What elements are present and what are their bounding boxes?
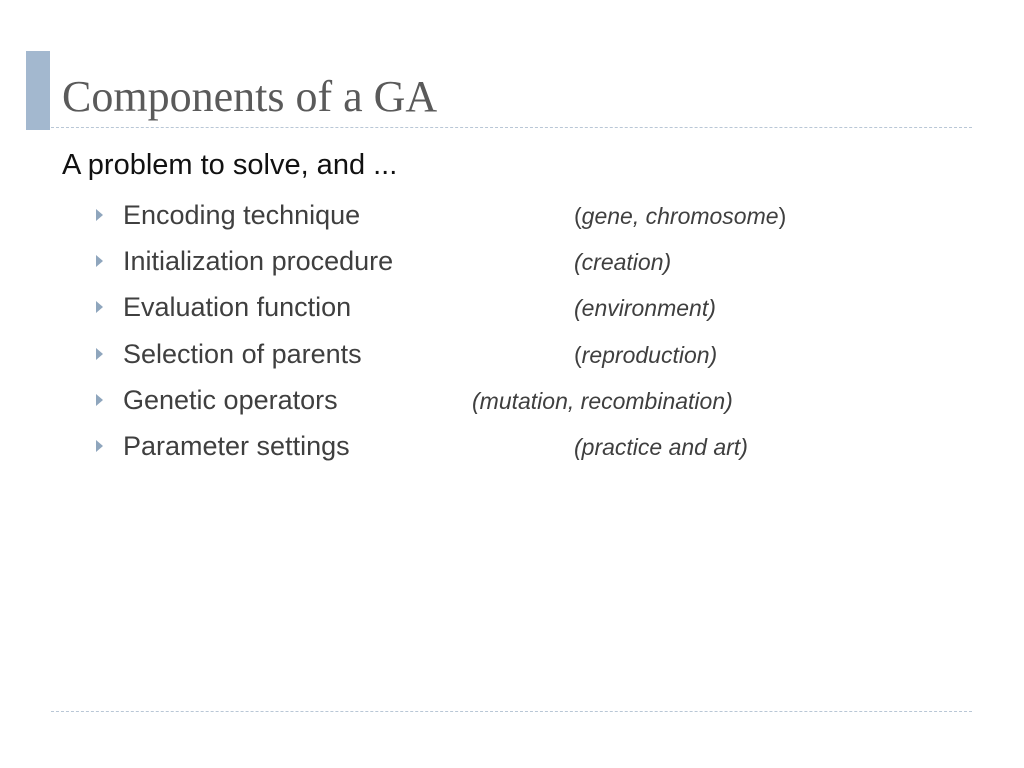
title-accent-bar (26, 51, 50, 130)
list-item-genetic-operators (0, 382, 1000, 418)
list-item-initialization (0, 243, 1000, 279)
item-label: Genetic operators (123, 385, 338, 415)
triangle-bullet-icon (96, 209, 103, 221)
item-note: (creation) (574, 249, 672, 275)
lead-text: A problem to solve, and ... (62, 149, 398, 181)
list-item-evaluation (0, 289, 1000, 325)
item-note: (reproduction) (574, 342, 718, 368)
triangle-bullet-icon (96, 255, 103, 267)
item-label: Initialization procedure (123, 246, 394, 276)
triangle-bullet-icon (96, 348, 103, 360)
item-label: Parameter settings (123, 431, 350, 461)
item-label: Encoding technique (123, 200, 361, 230)
list-item-encoding (0, 197, 1000, 233)
triangle-bullet-icon (96, 394, 103, 406)
triangle-bullet-icon (96, 301, 103, 313)
footer-divider (51, 711, 972, 712)
list-item-selection (0, 336, 1000, 372)
item-note: (gene, chromosome) (574, 203, 787, 229)
item-note: (environment) (574, 295, 716, 321)
slide-title: Components of a GA (62, 72, 438, 121)
item-label: Evaluation function (123, 292, 352, 322)
triangle-bullet-icon (96, 440, 103, 452)
item-note: (practice and art) (574, 434, 748, 460)
item-label: Selection of parents (123, 339, 362, 369)
list-item-parameter-settings (0, 428, 1000, 464)
title-divider (51, 127, 972, 128)
item-note: (mutation, recombination) (472, 388, 733, 414)
